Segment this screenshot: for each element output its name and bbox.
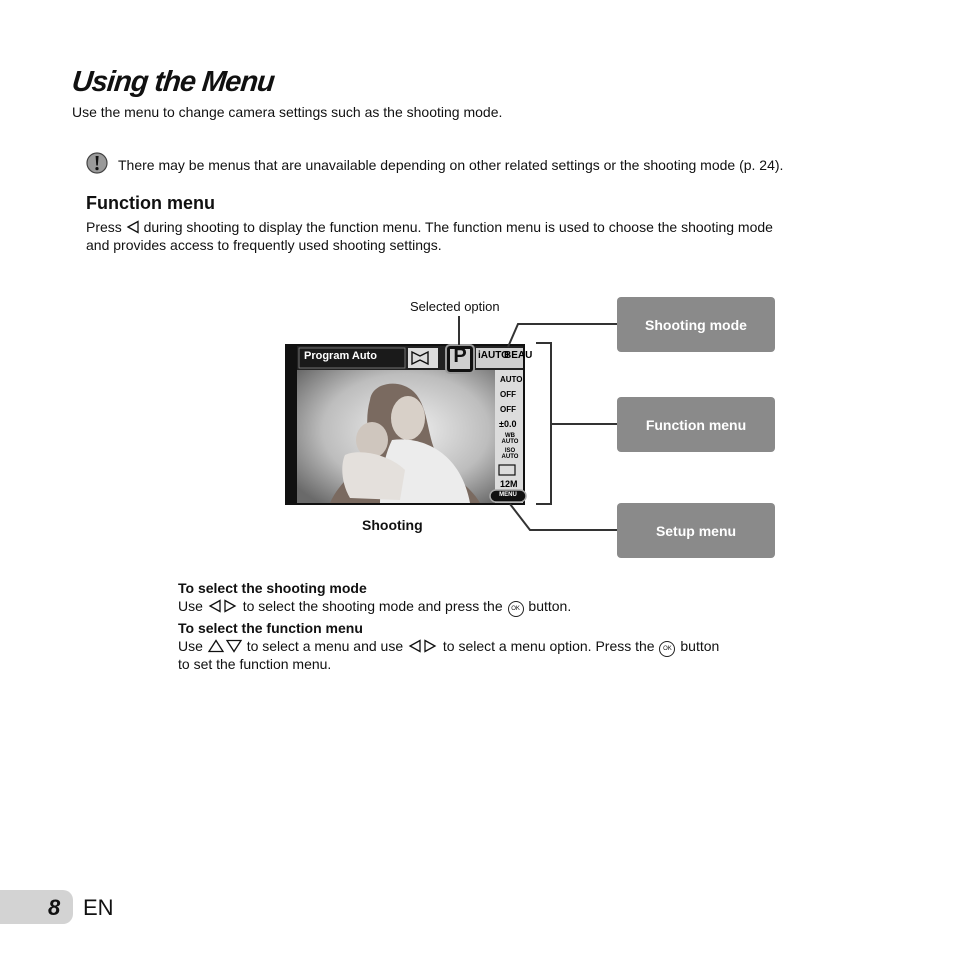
selected-option-caption: Selected option [410, 299, 500, 314]
exposure-compensation-icon: ±0.0 [499, 419, 517, 429]
caution-note: There may be menus that are unavailable depending on other related settings or the shooting mode (p. 24). [118, 157, 784, 173]
body-text: Use [178, 598, 203, 614]
section-body-line-2: and provides access to frequently used shooting settings. [86, 237, 442, 253]
body-text: to select the shooting mode and press the [242, 598, 503, 614]
body-text: Press [86, 219, 122, 235]
up-down-arrow-icon [207, 639, 243, 653]
iso-icon: ISO AUTO [501, 448, 519, 460]
iauto-mode-icon: iAUTO [478, 350, 509, 361]
ok-button-icon: OK [659, 641, 675, 657]
program-mode-icon: P [453, 345, 467, 367]
body-text: to select a menu option. Press the [442, 638, 655, 654]
page-number: 8 [48, 895, 61, 920]
page-number-tab [0, 890, 73, 924]
page-title: Using the Menu [70, 66, 276, 98]
body-text: to select a menu and use [246, 638, 404, 654]
flash-auto-icon: AUTO [500, 375, 523, 384]
mode-heading: To select the shooting mode [178, 580, 367, 596]
left-right-arrow-icon [407, 639, 439, 653]
beauty-mode-icon: BEAU [504, 350, 533, 361]
intro-text: Use the menu to change camera settings such as the shooting mode. [72, 104, 503, 120]
body-text: Use [178, 638, 203, 654]
image-size-icon: 12M [500, 479, 518, 489]
body-text: button [680, 638, 720, 654]
body-text: button. [528, 598, 572, 614]
function-heading: To select the function menu [178, 620, 363, 636]
white-balance-icon: WB AUTO [501, 433, 519, 445]
callout-setup-menu: Setup menu [617, 503, 775, 558]
language-code: EN [83, 895, 114, 920]
menu-button: MENU [499, 492, 517, 498]
left-right-arrow-icon [207, 599, 239, 613]
section-heading: Function menu [86, 193, 215, 213]
function-instruction-line-2: to set the function menu. [178, 656, 332, 672]
mode-instruction [178, 598, 571, 617]
shooting-caption: Shooting [362, 517, 423, 533]
body-text: during shooting to display the function menu. The function menu is used to choose the shooting mode [143, 219, 773, 235]
ok-button-icon: OK [508, 601, 524, 617]
function-instruction-line-1 [178, 638, 719, 657]
macro-off-icon: OFF [500, 390, 516, 399]
callout-shooting-mode: Shooting mode [617, 297, 775, 352]
callout-function-menu: Function menu [617, 397, 775, 452]
mode-label: Program Auto [304, 350, 377, 362]
self-timer-off-icon: OFF [500, 405, 516, 414]
